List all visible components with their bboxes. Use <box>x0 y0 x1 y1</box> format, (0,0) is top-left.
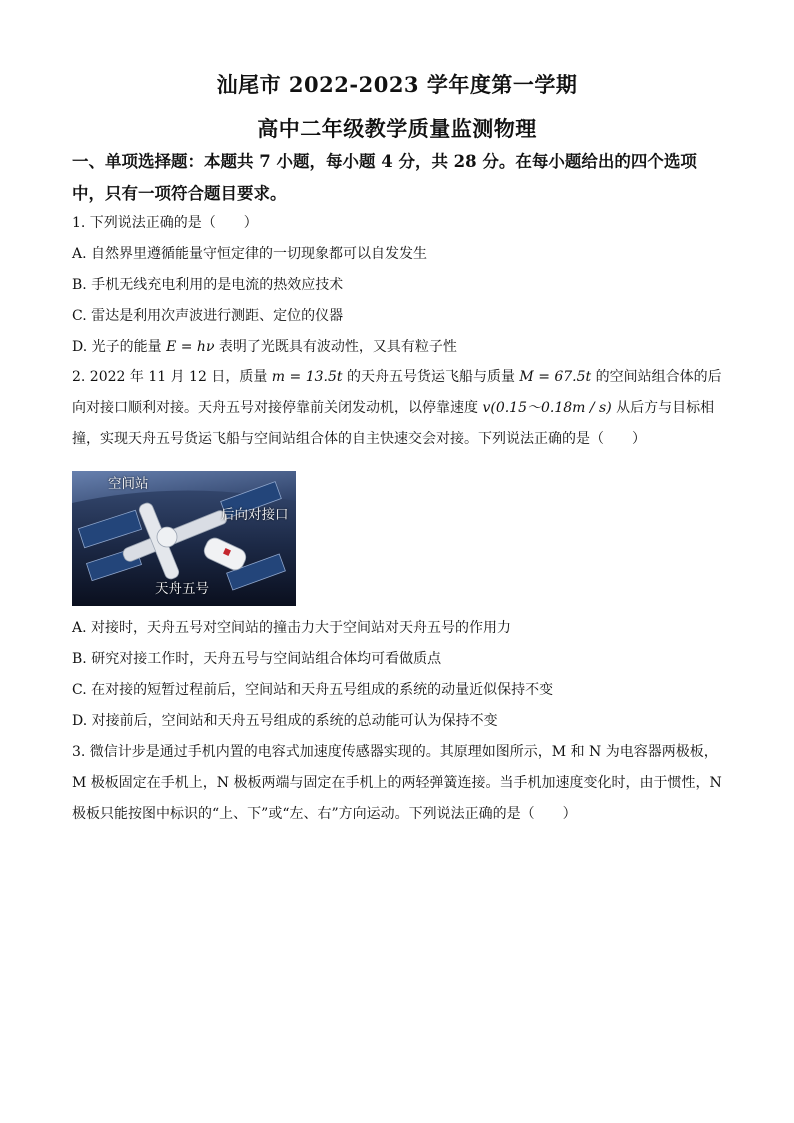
q2-option-a: A. 对接时，天舟五号对空间站的撞击力大于空间站对天舟五号的作用力 <box>72 620 512 636</box>
title-line-2: 高中二年级教学质量监测物理 <box>257 116 537 141</box>
q2-stem-part1: 2. 2022 年 11 月 12 日，质量 <box>72 369 272 385</box>
label-tianzhou-5: 天舟五号 <box>155 581 209 597</box>
q1-formula: E = hν <box>166 339 215 355</box>
q2-speed: v(0.15～0.18m / s) <box>482 400 612 416</box>
q2-mass-large: M = 67.5t <box>519 369 592 385</box>
q2-option-b: B. 研究对接工作时，天舟五号与空间站组合体均可看做质点 <box>72 651 442 667</box>
label-rear-docking-port: 后向对接口 <box>221 507 289 523</box>
q2-mass-small: m = 13.5t <box>271 369 343 385</box>
section-heading: 一、单项选择题：本题共 7 小题，每小题 4 分，共 28 分。在每小题给出的四个选项中，只有一项符合题目要求。 <box>72 152 697 203</box>
space-station-photo <box>72 471 296 606</box>
q1-option-d <box>72 337 724 357</box>
q2-stem-part4: 从后方与目标相撞，实现天舟五号货运飞船与空间站组合体的自主快速交会对接。下列说法正确的是（ ） <box>72 400 715 447</box>
q1-option-c: C. 雷达是利用次声波进行测距、定位的仪器 <box>72 308 344 324</box>
q3-stem: 3. 微信计步是通过手机内置的电容式加速度传感器实现的。其原理如图所示，M 和 N 为电容器两极板，M 极板固定在手机上，N 极板两端与固定在手机上的两轻弹簧连接。当手机加速度变化时，由于惯性，N 极板只能按图中标识的“上、下”或“左、右”方向运动。下列说法正确的是（ ） <box>72 744 722 822</box>
q1-option-a: A. 自然界里遵循能量守恒定律的一切现象都可以自发发生 <box>72 246 428 262</box>
q2-stem-part2: 的天舟五号货运飞船与质量 <box>342 369 520 385</box>
q1-option-b: B. 手机无线充电利用的是电流的热效应技术 <box>72 277 344 293</box>
q2-stem-part3: 的空间站组合体的后向对接口顺利对接。天舟五号对接停靠前关闭发动机，以停靠速度 <box>72 369 722 416</box>
q1-option-d-post: 表明了光既具有波动性，又具有粒子性 <box>214 339 457 355</box>
q2-stem <box>72 362 724 455</box>
q2-option-d: D. 对接前后，空间站和天舟五号组成的系统的总动能可认为保持不变 <box>72 713 498 729</box>
title-line-1: 汕尾市 2022-2023 学年度第一学期 <box>216 72 578 97</box>
q1-option-d-pre: D. 光子的能量 <box>72 339 167 355</box>
q1-stem: 1. 下列说法正确的是（ ） <box>72 215 258 231</box>
q2-option-c: C. 在对接的短暂过程前后，空间站和天舟五号组成的系统的动量近似保持不变 <box>72 682 554 698</box>
label-space-station: 空间站 <box>108 476 149 492</box>
